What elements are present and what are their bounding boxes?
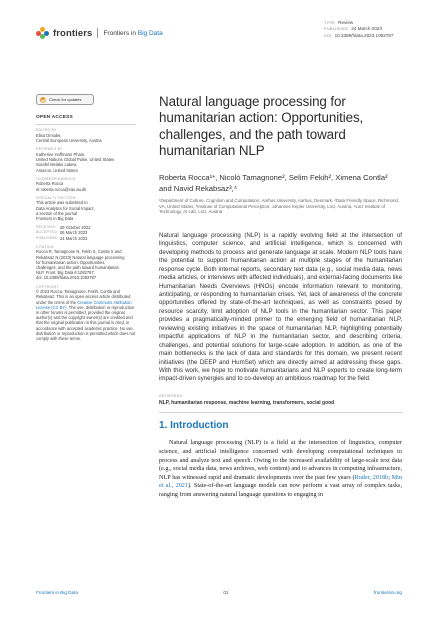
reviewed-by: REVIEWED BY Katherine Hoffmann Pham, United Nations Global Pulse, United States Surafel Melaku Lakew, Amazon, United States <box>36 147 115 173</box>
article-main <box>159 94 402 500</box>
journal-prefix: Frontiers in <box>103 29 136 37</box>
author-affiliations: ¹Department of Culture, Cognition and Computation, Aarhus University, Aarhus, Denmark, ²Data Friendly Space, Richmond, VA, United States, ³Institute of Computational Perception, Johannes Kepler University, Linz, Austria, ⁴Linz Institute of Technology, AI Lab, Linz, Austria <box>159 198 400 215</box>
frontiers-logo-icon <box>36 27 50 39</box>
published-date: PUBLISHED 24 March 2023 <box>36 235 88 241</box>
copyright-text: © 2023 Rocca, Tamagnone, Fekih, Contla and Rekabsaz. This is an open-access article distributed under the terms of the Creative Commons Attribution License (CC BY). The use, distribution or reproduction in other forums is permitted, provided the original author(s) and the copyright owner(s) are credited and that the original publication in this journal is cited, in accordance with accepted academic practice. No use, distribution or reproduction is permitted which does not comply with these terms. <box>36 289 136 342</box>
copyright: COPYRIGHT © 2023 Rocca, Tamagnone, Fekih, Contla and Rekabsaz. This is an open-access article distributed under the terms of the Creative Commons Attribution License (CC BY). The use, distribution or reproduction in other forums is permitted, provided the original author(s) and the copyright owner(s) are credited and that the original publication in this journal is cited, in accordance with accepted academic practice. No use, distribution or reproduction is permitted which does not comply with these terms. <box>36 284 136 342</box>
article-sidebar <box>36 94 136 345</box>
page-number: 01 <box>223 590 229 595</box>
abstract: Natural language processing (NLP) is a rapidly evolving field at the intersection of linguistics, computer science, and artificial intelligence, which is concerned with developing methods to process and generate language at scale. Modern NLP tools have the potential to support humanitarian action at multiple stages of the humanitarian response cycle. Both internal reports, secondary text data (e.g., social media data, news media articles, or interviews with affected individuals), and external-facing documents like Humanitarian Needs Overviews (HNOs) encode information relevant to monitoring, anticipating, or responding to humanitarian crises. Yet, lack of awareness of the concrete opportunities offered by state-of-the-art techniques, as well as constraints posed by resource scarcity, limit adoption of NLP tools in the humanitarian sector. This paper provides a pragmatically-minded primer to the emerging field of humanitarian NLP, reviewing existing initiatives in the space of humanitarian NLP, highlighting potentially impactful applications of NLP in the humanitarian sector, and describing criteria, challenges, and potential solutions for large-scale adoption. In addition, as one of the main bottlenecks is the lack of data and standards for this domain, we present recent initiatives (the DEEP and HumSet) which are directly aimed at addressing these gaps. With this work, we hope to motivate humanitarians and NLP experts to create long-term impact-driven synergies and to co-develop an ambitious roadmap for the field. <box>159 231 402 383</box>
section-divider <box>159 412 402 413</box>
frontiers-logo[interactable] <box>36 27 163 39</box>
check-icon <box>40 97 46 103</box>
meta-type: TYPE Review <box>324 20 354 25</box>
journal-name <box>103 30 162 37</box>
open-access-label: OPEN ACCESS <box>36 115 136 125</box>
accepted-date: ACCEPTED 06 March 2023 <box>36 230 88 236</box>
logo-divider <box>97 28 98 38</box>
correspondence: *CORRESPONDENCE Roberta Rocca ✉ roberta.rocca@cas.au.dk <box>36 177 136 192</box>
citation-link-min[interactable]: Min et al., 2021 <box>159 473 402 490</box>
introduction-paragraph: Natural language processing (NLP) is a field at the intersection of linguistics, computer science, and artificial intelligence concerned with developing computational techniques to process and analyze text and speech. Owing to the increased availability of large-scale text data (e.g., social media data, news archives, web content) and to advances in computing infrastructure, NLP has witnessed rapid and dramatic developments over the past few years (Ruder, 2018b; Min et al., 2021). State-of-the-art language models can now perform a vast array of complex tasks, ranging from answering natural language questions to engaging in <box>159 439 402 498</box>
author-list: Roberta Rocca¹*, Nicolò Tamagnone², Selim Fekih², Ximena Contla² and Navid Rekabsaz³,⁴ <box>159 173 388 193</box>
keywords: NLP, humanitarian response, machine learning, transformers, social good <box>159 399 335 406</box>
footer-site-link[interactable]: frontiersin.org <box>373 590 402 595</box>
citation-link-ruder[interactable]: Ruder, 2018b <box>354 473 389 481</box>
citation: CITATION Rocca R, Tamagnone N, Fekih S, Contla X and Rekabsaz N (2023) Natural language processing for humanitarian action: Opportunities, challenges, and the path toward humanitarian NLP. Front. Big Data 6:1082787. doi: 10.3389/fdata.2023.1082787 <box>36 244 125 281</box>
page-header <box>0 0 438 58</box>
article-dates <box>36 225 136 241</box>
section-heading-introduction: 1. Introduction <box>159 420 229 432</box>
meta-doi[interactable]: DOI 10.3389/fdata.2023.1082787 <box>324 32 394 38</box>
cc-by-license-link[interactable]: Creative Commons Attribution License (CC BY) <box>36 299 132 310</box>
footer-journal-link[interactable]: Frontiers in Big Data <box>36 590 78 595</box>
check-for-updates-label: Check for updates <box>49 96 82 102</box>
journal-title: Big Data <box>137 29 163 37</box>
page-footer <box>36 590 402 595</box>
check-for-updates-button[interactable] <box>36 94 94 105</box>
keywords-label: KEYWORDS <box>159 393 183 398</box>
specialty-section: SPECIALTY SECTION This article was submitted to Data Analytics for Social Impact, a section of the journal Frontiers in Big Data <box>36 195 95 222</box>
brand-name: frontiers <box>53 27 93 39</box>
received-date: RECEIVED 28 October 2022 <box>36 225 91 231</box>
article-meta <box>324 20 393 39</box>
correspondence-email-link[interactable]: ✉ roberta.rocca@cas.au.dk <box>36 186 87 192</box>
edited-by: EDITED BY Elisa Omodei, Central European University, Austria <box>36 128 102 144</box>
meta-published: PUBLISHED 24 March 2023 <box>324 26 382 32</box>
article-title: Natural language processing for humanitarian action: Opportunities, challenges, and the path toward humanitarian NLP <box>159 94 364 158</box>
